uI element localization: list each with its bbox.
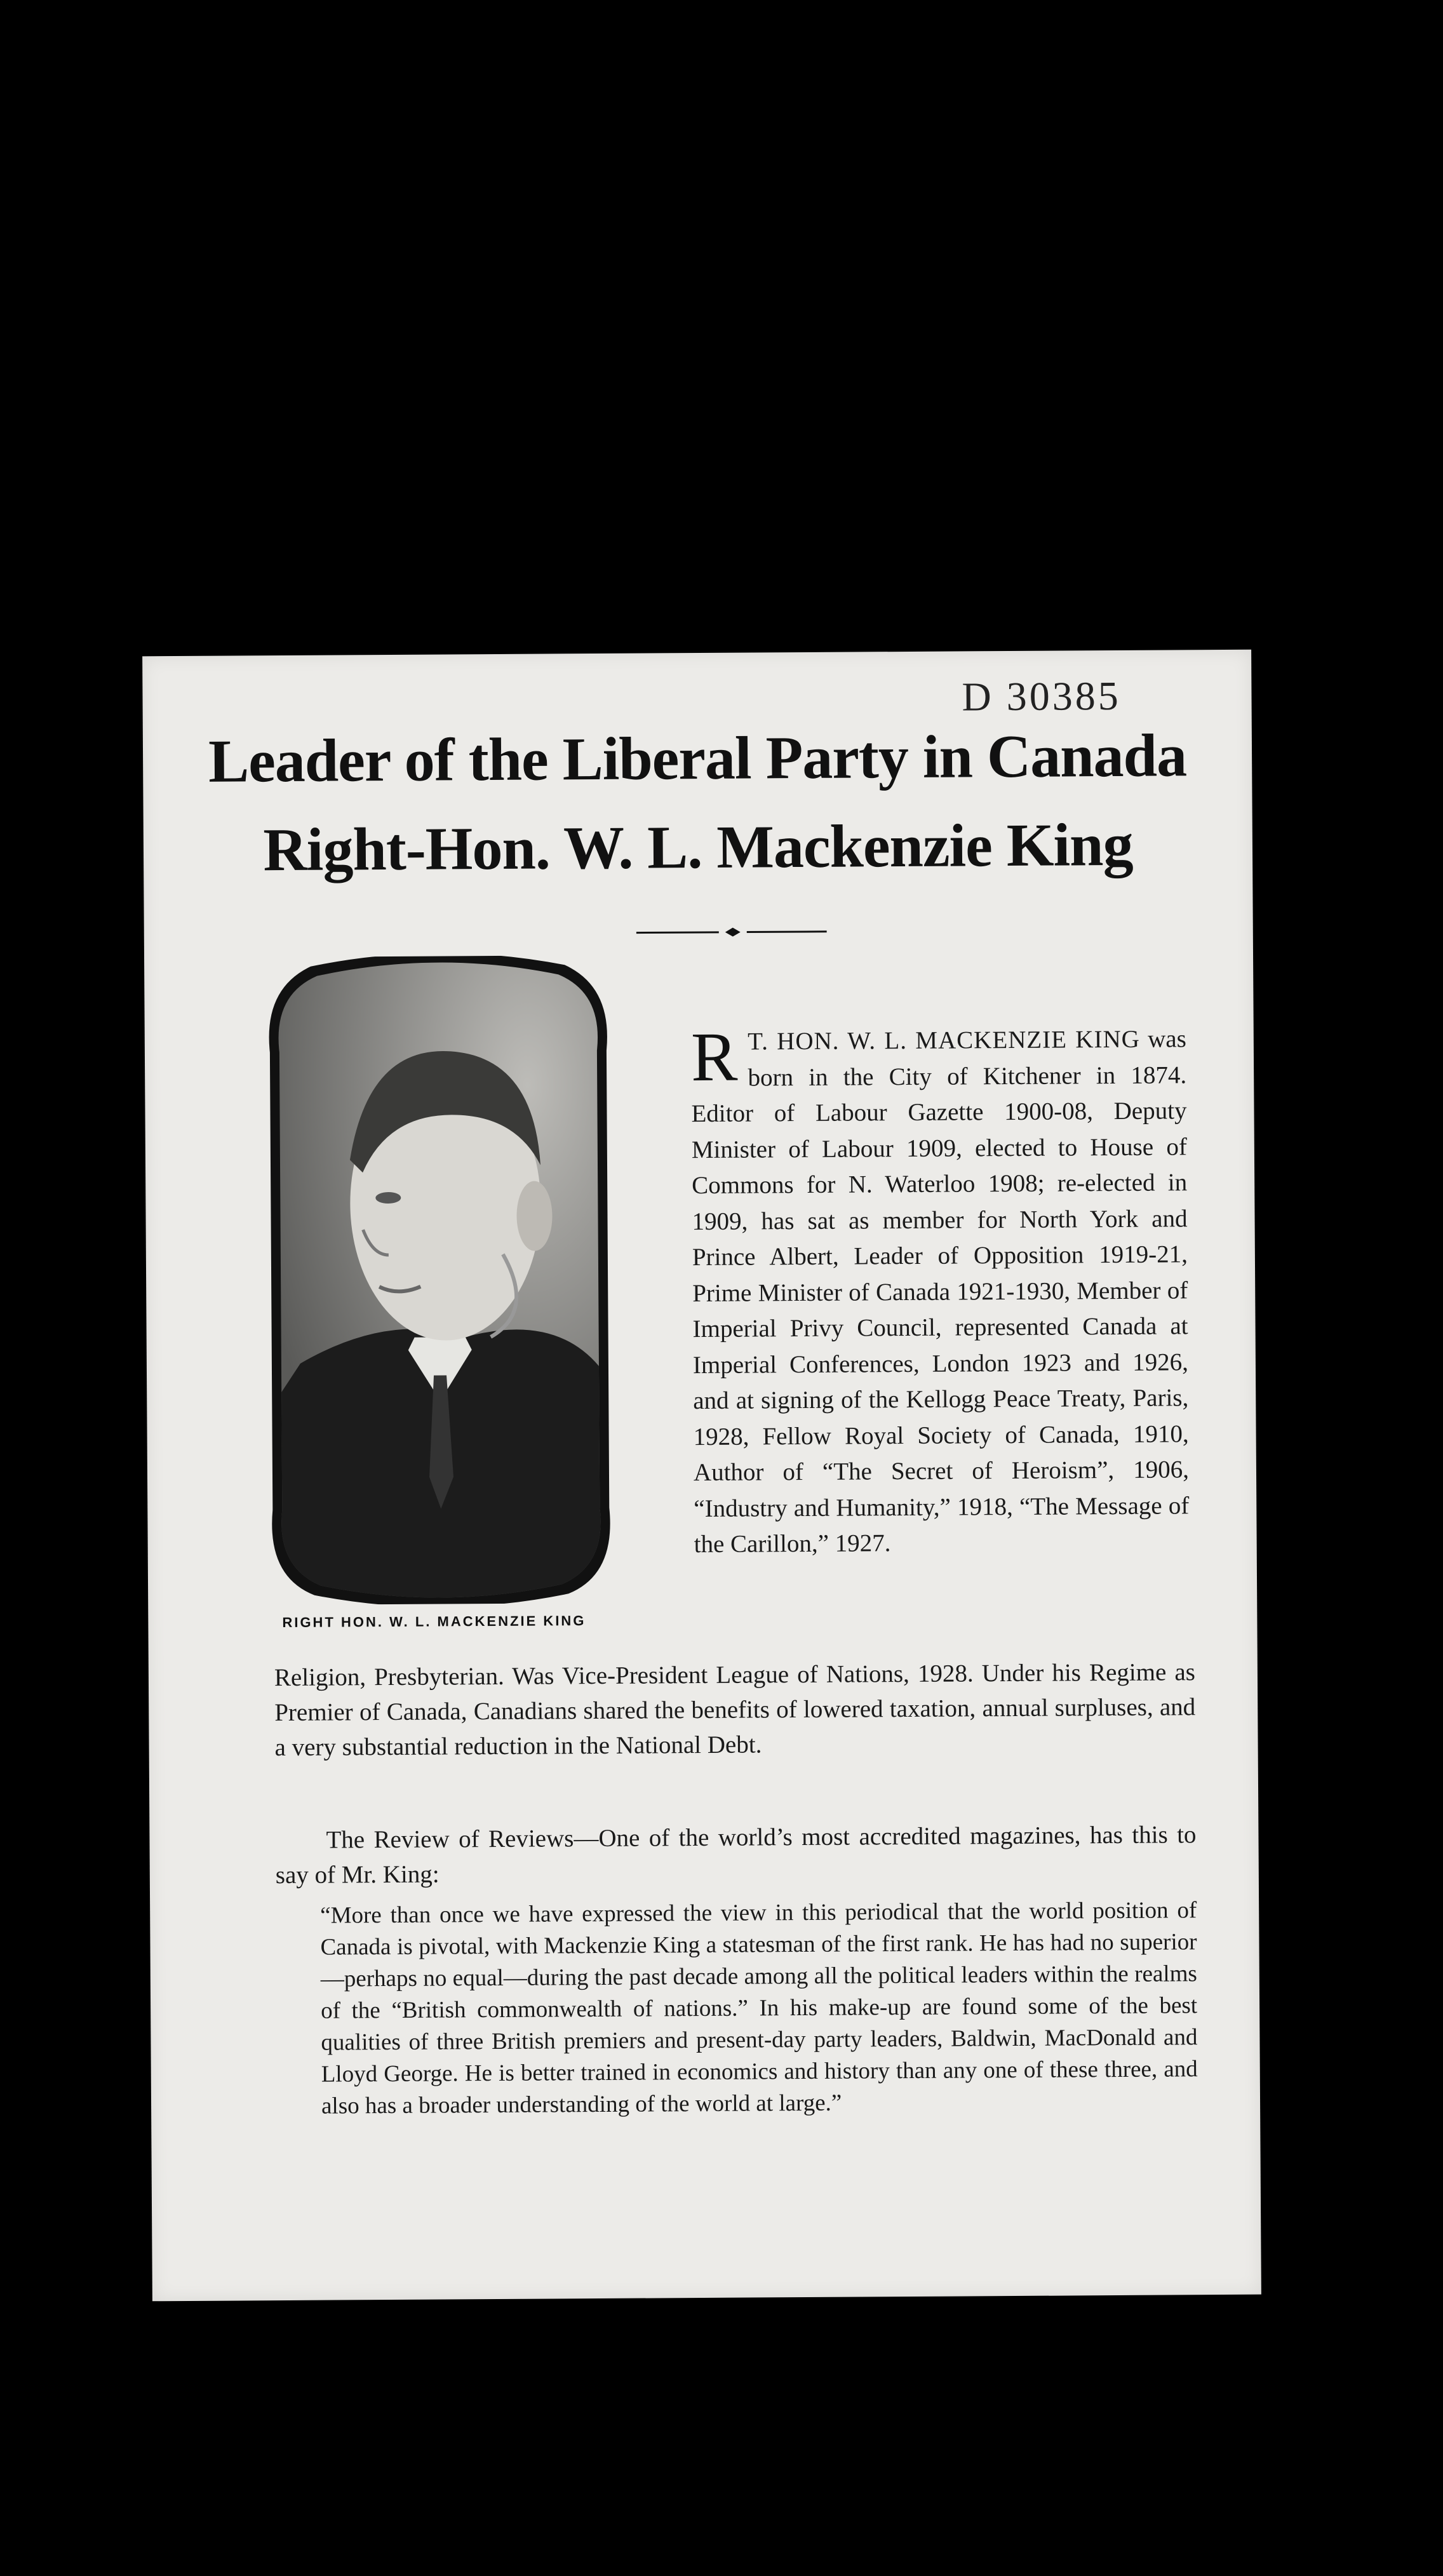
review-quote: “More than once we have expressed the view in this periodical that the world position of Canada is pivotal, with Mackenzie King a statesman of the first rank. He has had no superior—perhaps no equal—during the past decade among all the political leaders within the realms of the “British commonwealth of nations.” In his make-up are found some of the best qualities of three British premiers and present-day party leaders, Baldwin, MacDonald and Lloyd George. He is better trained in economics and history than any one of these three, and also has a broader understanding of the world at large.” xyxy=(320,1897,1198,2119)
drop-cap: R xyxy=(690,1017,738,1096)
biography-text: was born in the City of Kitchener in 1874. Editor of Labour Gazette 1900-08, Deputy Minister of Labour 1909, elected to House of Commons for N. Waterloo 1908; re-elected in 1909, has sat as member for North York and Prince Albert, Leader of Opposition 1919-21, Prime Minister of Canada 1921-1930, Member of Imperial Privy Council, represented Canada at Imperial Conferences, London 1923 and 1926, and at signing of the Kellogg Peace Treaty, Paris, 1928, Fellow Royal Society of Canada, 1910, Author of “The Secret of Heroism”, 1906, “Industry and Humanity,” 1918, “The Message of the Carillon,” 1927. xyxy=(691,1025,1190,1559)
file-number-stamp: D 30385 xyxy=(962,673,1121,720)
title-ornament-divider xyxy=(636,925,827,939)
photo-caption: RIGHT HON. W. L. MACKENZIE KING xyxy=(282,1613,586,1631)
biography-continuation: Religion, Presbyterian. Was Vice-President League of Nations, 1928. Under his Regime as Premier of Canada, Canadians shared the benefits of lowered taxation, annual surpluses, and a very substantial reduction in the National Debt. xyxy=(274,1658,1196,1762)
biography-column xyxy=(690,1017,1190,1562)
document-page xyxy=(142,650,1261,2302)
review-intro-paragraph: The Review of Reviews—One of the world’s most accredited magazines, has this to say of Mr. King: xyxy=(275,1821,1197,1889)
title-line-2: Right-Hon. W. L. Mackenzie King xyxy=(263,810,1133,884)
biography-lead: T. HON. W. L. MACKENZIE KING xyxy=(748,1025,1140,1056)
title-line-1: Leader of the Liberal Party in Canada xyxy=(208,721,1187,795)
portrait-photo xyxy=(260,955,619,1605)
